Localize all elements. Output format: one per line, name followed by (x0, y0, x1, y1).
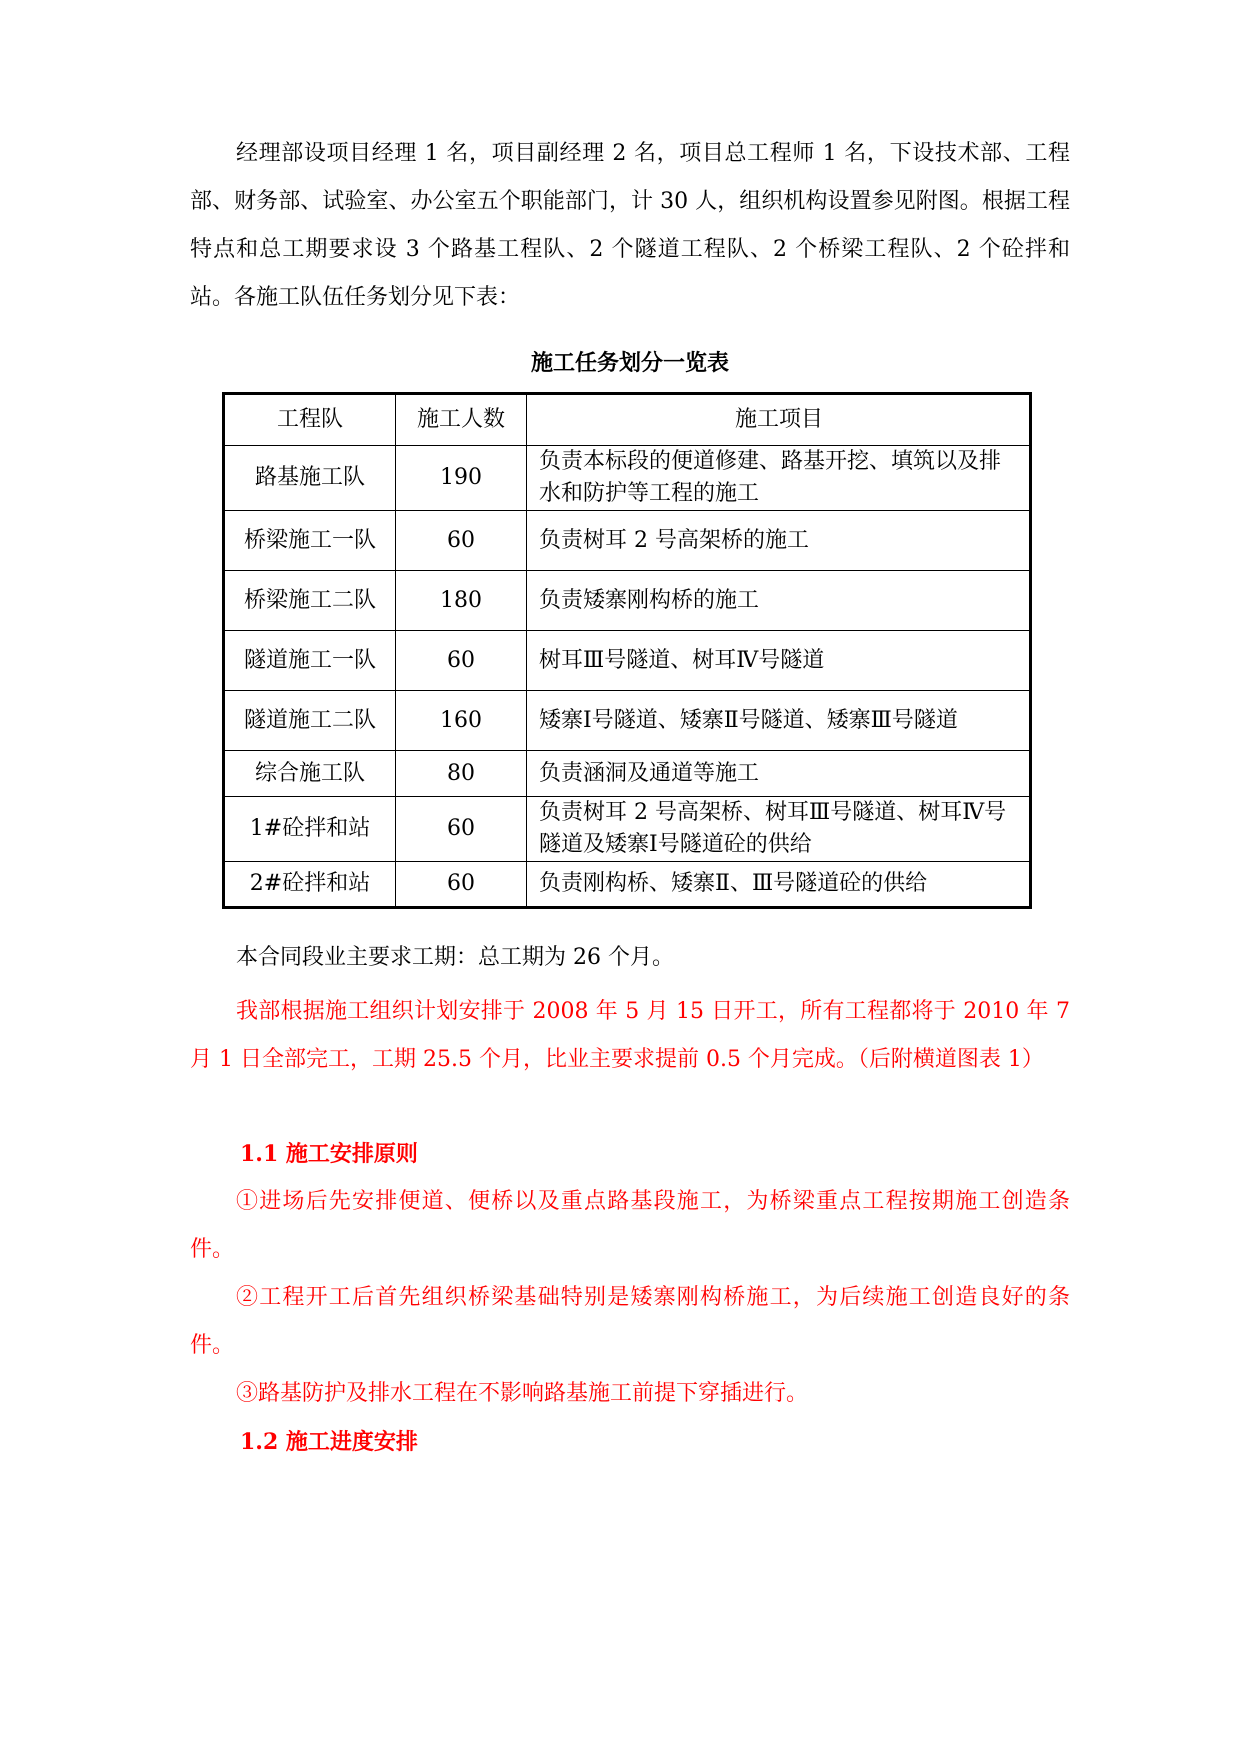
staff-count-cell: 160 (396, 691, 527, 751)
team-cell: 综合施工队 (224, 751, 396, 797)
project-cell: 负责涵洞及通道等施工 (527, 751, 1031, 797)
table-row (224, 751, 1031, 797)
table-header-row (224, 394, 1031, 446)
header-team: 工程队 (224, 394, 396, 446)
principle-2-paragraph: ②工程开工后首先组织桥梁基础特别是矮寨刚构桥施工，为后续施工创造良好的条件。 (190, 1285, 1070, 1358)
task-table (222, 392, 1032, 909)
project-cell: 负责树耳 2 号高架桥、树耳Ⅲ号隧道、树耳Ⅳ号隧道及矮寨Ⅰ号隧道砼的供给 (527, 797, 1031, 862)
table-row (224, 571, 1031, 631)
table-row (224, 691, 1031, 751)
team-cell: 桥梁施工二队 (224, 571, 396, 631)
section-heading-1-1: 1.1 施工安排原则 (240, 1141, 418, 1167)
header-staff-count: 施工人数 (396, 394, 527, 446)
staff-count-cell: 60 (396, 631, 527, 691)
table-row (224, 631, 1031, 691)
staff-count-cell: 60 (396, 797, 527, 862)
team-cell: 2#砼拌和站 (224, 862, 396, 908)
table-row (224, 797, 1031, 862)
team-cell: 隧道施工二队 (224, 691, 396, 751)
staff-count-cell: 190 (396, 446, 527, 511)
principle-1-paragraph: ①进场后先安排便道、便桥以及重点路基段施工，为桥梁重点工程按期施工创造条件。 (190, 1189, 1070, 1262)
principle-3-paragraph: ③路基防护及排水工程在不影响路基施工前提下穿插进行。 (236, 1381, 809, 1406)
intro-paragraph: 经理部设项目经理 1 名，项目副经理 2 名，项目总工程师 1 名，下设技术部、工程部、财务部、试验室、办公室五个职能部门，计 30 人，组织机构设置参见附图。根据工程特点和总工期要求设 3 个路基工程队、2 个隧道工程队、2 个桥梁工程队、2 个砼拌和站。各施工队伍任务划分见下表： (190, 141, 1070, 310)
team-cell: 1#砼拌和站 (224, 797, 396, 862)
duration-paragraph: 本合同段业主要求工期：总工期为 26 个月。 (236, 945, 674, 970)
schedule-paragraph: 我部根据施工组织计划安排于 2008 年 5 月 15 日开工，所有工程都将于 2010 年 7 月 1 日全部完工，工期 25.5 个月，比业主要求提前 0.5 个月完成。（后附横道图表 1） (190, 999, 1070, 1072)
table-row (224, 446, 1031, 511)
project-cell: 负责矮寨刚构桥的施工 (527, 571, 1031, 631)
section-heading-1-2: 1.2 施工进度安排 (240, 1429, 418, 1455)
table-row (224, 862, 1031, 908)
staff-count-cell: 60 (396, 511, 527, 571)
project-cell: 树耳Ⅲ号隧道、树耳Ⅳ号隧道 (527, 631, 1031, 691)
table-row (224, 511, 1031, 571)
staff-count-cell: 80 (396, 751, 527, 797)
staff-count-cell: 180 (396, 571, 527, 631)
team-cell: 路基施工队 (224, 446, 396, 511)
table-title: 施工任务划分一览表 (530, 350, 729, 376)
header-project: 施工项目 (527, 394, 1031, 446)
project-cell: 矮寨Ⅰ号隧道、矮寨Ⅱ号隧道、矮寨Ⅲ号隧道 (527, 691, 1031, 751)
staff-count-cell: 60 (396, 862, 527, 908)
project-cell: 负责树耳 2 号高架桥的施工 (527, 511, 1031, 571)
team-cell: 桥梁施工一队 (224, 511, 396, 571)
project-cell: 负责本标段的便道修建、路基开挖、填筑以及排水和防护等工程的施工 (527, 446, 1031, 511)
project-cell: 负责刚构桥、矮寨Ⅱ、Ⅲ号隧道砼的供给 (527, 862, 1031, 908)
team-cell: 隧道施工一队 (224, 631, 396, 691)
